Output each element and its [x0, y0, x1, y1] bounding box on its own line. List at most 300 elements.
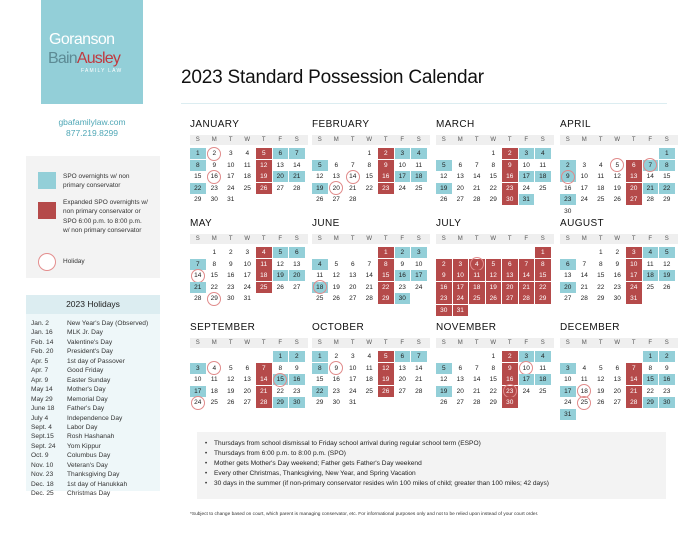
day-cell — [626, 363, 642, 374]
empty-day — [502, 305, 518, 316]
day-cell — [610, 386, 626, 397]
weekday-label: M — [457, 340, 463, 346]
day-cell — [502, 293, 518, 304]
day-number: 23 — [613, 283, 621, 291]
day-cell — [411, 247, 427, 258]
day-cell — [378, 374, 394, 385]
day-number: 28 — [580, 295, 588, 302]
day-number: 17 — [243, 272, 251, 279]
empty-day — [626, 148, 642, 159]
day-cell — [486, 374, 502, 385]
weekday-label: T — [598, 137, 603, 143]
day-cell — [502, 148, 518, 159]
day-cell — [223, 247, 239, 258]
day-cell — [289, 374, 305, 385]
week-row — [436, 148, 554, 160]
bullet-icon: • — [205, 461, 208, 467]
day-cell — [643, 351, 659, 362]
day-number: 7 — [350, 161, 355, 169]
day-number: 26 — [663, 283, 671, 291]
day-cell — [469, 270, 485, 281]
empty-day — [223, 351, 239, 362]
day-cell — [560, 160, 576, 171]
note-text: Thursdays from school dismissal to Friday school arrival during regular school term (ESPO) — [214, 440, 481, 447]
day-cell — [593, 397, 609, 408]
week-row — [190, 160, 308, 172]
day-number: 3 — [565, 364, 570, 372]
day-cell — [289, 247, 305, 258]
day-number: 1 — [491, 150, 496, 157]
day-cell — [312, 293, 328, 304]
day-number: 10 — [522, 364, 530, 372]
empty-day — [289, 293, 305, 304]
day-cell — [207, 282, 223, 293]
day-cell — [560, 409, 576, 420]
day-number: 16 — [506, 376, 514, 383]
day-number: 24 — [522, 387, 530, 395]
weekday-label: T — [631, 236, 636, 242]
day-cell — [535, 270, 551, 281]
day-cell — [535, 247, 551, 258]
day-number: 15 — [382, 272, 390, 279]
day-number: 10 — [349, 364, 357, 372]
empty-day — [643, 148, 659, 159]
holiday-date: June 18 — [31, 405, 55, 413]
day-cell — [593, 171, 609, 182]
day-cell — [329, 374, 345, 385]
day-cell — [312, 374, 328, 385]
week-row — [436, 194, 554, 206]
day-cell — [560, 386, 576, 397]
day-number: 17 — [227, 173, 235, 180]
day-number: 8 — [212, 260, 217, 268]
day-cell — [411, 363, 427, 374]
day-number: 15 — [646, 376, 654, 383]
day-cell — [436, 374, 452, 385]
day-cell — [240, 171, 256, 182]
month-august — [560, 218, 678, 305]
day-number: 22 — [316, 387, 324, 395]
holiday-name: President's Day — [67, 348, 113, 356]
day-number: 16 — [293, 376, 301, 383]
day-cell — [329, 397, 345, 408]
day-cell — [436, 363, 452, 374]
weekday-label: S — [540, 137, 545, 143]
day-cell — [256, 160, 272, 171]
day-number: 22 — [646, 387, 654, 395]
day-cell — [469, 386, 485, 397]
day-number: 26 — [440, 399, 448, 406]
day-number: 15 — [539, 272, 547, 279]
sidebar — [0, 0, 180, 540]
day-number: 5 — [441, 364, 446, 372]
note-text: Mother gets Mother's Day weekend; Father gets Father's Day weekend — [214, 460, 422, 467]
day-number: 5 — [598, 364, 603, 372]
day-number: 28 — [415, 387, 423, 395]
holiday-date: Sept. 4 — [31, 423, 52, 431]
empty-day — [610, 206, 626, 217]
day-cell — [190, 183, 206, 194]
day-cell — [273, 148, 289, 159]
empty-day — [256, 194, 272, 205]
day-number: 6 — [294, 249, 299, 256]
weekday-label: T — [474, 340, 479, 346]
week-row — [560, 409, 678, 421]
weekday-label: F — [400, 236, 405, 242]
day-cell — [395, 183, 411, 194]
week-row — [560, 148, 678, 160]
day-cell — [312, 160, 328, 171]
day-cell — [345, 293, 361, 304]
day-number: 17 — [580, 184, 588, 192]
day-number: 1 — [212, 249, 217, 256]
empty-day — [395, 397, 411, 408]
day-cell — [273, 282, 289, 293]
empty-day — [436, 148, 452, 159]
day-number: 19 — [382, 376, 390, 383]
day-number: 17 — [630, 272, 638, 279]
day-number: 30 — [663, 399, 671, 406]
day-cell — [469, 183, 485, 194]
day-number: 23 — [293, 387, 301, 395]
day-cell — [207, 171, 223, 182]
day-number: 16 — [613, 272, 621, 279]
day-number: 31 — [227, 196, 235, 203]
holiday-row — [31, 376, 160, 385]
empty-day — [436, 247, 452, 258]
day-cell — [610, 270, 626, 281]
day-cell — [486, 194, 502, 205]
day-cell — [453, 293, 469, 304]
weekday-label: T — [631, 137, 636, 143]
day-cell — [362, 363, 378, 374]
day-cell — [289, 397, 305, 408]
day-number: 20 — [613, 387, 621, 395]
day-cell — [345, 160, 361, 171]
day-number: 14 — [630, 376, 638, 383]
logo-ausley: Ausley — [76, 50, 121, 67]
day-number: 30 — [293, 399, 301, 406]
day-cell — [577, 270, 593, 281]
holiday-date: Feb. 20 — [31, 348, 54, 356]
day-number: 2 — [294, 353, 299, 360]
empty-day — [345, 247, 361, 258]
legend-label: Holiday — [63, 258, 85, 265]
month-january — [190, 119, 308, 206]
day-cell — [659, 171, 675, 182]
day-cell — [643, 270, 659, 281]
empty-day — [240, 194, 256, 205]
logo-bain: Bain — [48, 50, 77, 67]
week-row — [560, 363, 678, 375]
page-title: 2023 Standard Possession Calendar — [181, 67, 484, 88]
day-number: 17 — [456, 283, 464, 291]
day-cell — [560, 293, 576, 304]
day-number: 8 — [598, 260, 603, 268]
day-cell — [560, 259, 576, 270]
day-cell — [659, 160, 675, 171]
empty-day — [256, 351, 272, 362]
week-row — [190, 351, 308, 363]
empty-day — [610, 351, 626, 362]
day-number: 25 — [260, 283, 268, 291]
day-number: 26 — [332, 295, 340, 302]
week-row — [312, 259, 430, 271]
legend — [26, 156, 160, 278]
weekday-header — [190, 234, 308, 244]
day-number: 7 — [261, 364, 266, 372]
day-number: 22 — [276, 387, 284, 395]
day-number: 8 — [195, 161, 200, 169]
day-cell — [256, 397, 272, 408]
day-number: 21 — [194, 283, 202, 291]
month-october — [312, 322, 430, 409]
day-cell — [502, 363, 518, 374]
day-cell — [256, 282, 272, 293]
day-number: 4 — [598, 161, 603, 169]
day-number: 2 — [441, 260, 446, 268]
day-cell — [329, 351, 345, 362]
day-cell — [395, 363, 411, 374]
day-cell — [436, 386, 452, 397]
day-cell — [207, 148, 223, 159]
empty-day — [626, 206, 642, 217]
day-number: 24 — [415, 283, 423, 291]
possession-notes — [197, 432, 666, 499]
day-number: 9 — [212, 161, 217, 169]
note-text: Every other Christmas, Thanksgiving, New Year, and Spring Vacation — [214, 470, 416, 477]
day-cell — [362, 282, 378, 293]
day-number: 1 — [367, 150, 372, 157]
day-number: 17 — [522, 173, 530, 180]
week-row — [560, 194, 678, 206]
week-row — [436, 293, 554, 305]
day-cell — [453, 171, 469, 182]
week-row — [560, 293, 678, 305]
holiday-row — [31, 385, 160, 394]
day-number: 28 — [194, 295, 202, 302]
day-number: 13 — [243, 376, 251, 383]
empty-day — [411, 293, 427, 304]
day-number: 16 — [332, 376, 340, 383]
empty-day — [535, 397, 551, 408]
day-cell — [240, 247, 256, 258]
day-cell — [395, 259, 411, 270]
day-number: 18 — [539, 376, 547, 383]
day-number: 20 — [398, 376, 406, 383]
day-cell — [469, 293, 485, 304]
day-number: 19 — [440, 184, 448, 192]
day-number: 21 — [630, 387, 638, 395]
day-cell — [273, 171, 289, 182]
day-number: 22 — [210, 283, 218, 291]
day-cell — [329, 282, 345, 293]
day-number: 29 — [539, 295, 547, 302]
day-cell — [593, 270, 609, 281]
day-number: 7 — [474, 161, 479, 169]
day-number: 15 — [276, 376, 284, 383]
day-cell — [610, 282, 626, 293]
day-number: 25 — [646, 283, 654, 291]
day-number: 9 — [228, 260, 233, 268]
day-cell — [395, 148, 411, 159]
day-cell — [329, 194, 345, 205]
empty-day — [593, 351, 609, 362]
holiday-row — [31, 404, 160, 413]
day-number: 25 — [473, 295, 481, 302]
day-cell — [395, 386, 411, 397]
day-number: 12 — [663, 260, 671, 268]
week-row — [190, 386, 308, 398]
week-row — [190, 148, 308, 160]
day-cell — [626, 270, 642, 281]
week-row — [560, 351, 678, 363]
day-cell — [577, 397, 593, 408]
day-cell — [469, 259, 485, 270]
weekday-label: F — [648, 236, 653, 242]
weekday-label: M — [333, 137, 339, 143]
day-number: 29 — [316, 399, 324, 406]
weekday-label: W — [614, 340, 621, 346]
empty-day — [626, 351, 642, 362]
day-cell — [659, 259, 675, 270]
empty-day — [469, 247, 485, 258]
month-april — [560, 119, 678, 217]
month-name: APRIL — [560, 119, 591, 130]
day-number: 10 — [522, 161, 530, 169]
day-number: 9 — [334, 364, 339, 372]
day-cell — [362, 270, 378, 281]
month-september — [190, 322, 308, 409]
title-divider — [181, 103, 667, 104]
holiday-name: Valentine's Day — [67, 338, 113, 346]
empty-day — [312, 148, 328, 159]
day-number: 28 — [349, 196, 357, 203]
day-number: 17 — [398, 173, 406, 180]
logo-line-bain-ausley — [48, 50, 120, 68]
day-cell — [345, 183, 361, 194]
day-number: 14 — [415, 364, 423, 372]
day-cell — [273, 363, 289, 374]
week-row — [312, 270, 430, 282]
day-cell — [362, 386, 378, 397]
day-cell — [362, 374, 378, 385]
day-cell — [436, 183, 452, 194]
day-cell — [190, 374, 206, 385]
day-number: 29 — [489, 196, 497, 203]
holiday-name: Easter Sunday — [67, 376, 111, 384]
day-cell — [577, 374, 593, 385]
day-cell — [256, 386, 272, 397]
day-number: 2 — [212, 150, 217, 157]
day-cell — [610, 374, 626, 385]
day-number: 14 — [473, 376, 481, 383]
weekday-label: T — [507, 137, 512, 143]
holiday-name: New Year's Day (Observed) — [67, 320, 149, 327]
day-cell — [362, 351, 378, 362]
day-cell — [223, 160, 239, 171]
day-cell — [207, 194, 223, 205]
day-cell — [256, 270, 272, 281]
holidays-list — [26, 314, 160, 499]
day-number: 12 — [332, 272, 340, 279]
day-number: 9 — [441, 272, 446, 279]
empty-day — [577, 148, 593, 159]
day-number: 18 — [415, 173, 423, 180]
day-cell — [659, 183, 675, 194]
day-cell — [610, 160, 626, 171]
weekday-label: W — [490, 137, 497, 143]
day-cell — [502, 171, 518, 182]
day-number: 23 — [210, 184, 218, 192]
day-cell — [436, 397, 452, 408]
day-number: 10 — [456, 272, 464, 279]
firm-logo — [41, 0, 143, 104]
weekday-label: F — [278, 236, 283, 242]
empty-day — [610, 148, 626, 159]
month-name: OCTOBER — [312, 322, 365, 333]
weekday-label: T — [350, 236, 355, 242]
month-name: NOVEMBER — [436, 322, 497, 333]
holiday-row — [31, 347, 160, 356]
day-number: 8 — [664, 161, 669, 169]
day-cell — [312, 363, 328, 374]
holiday-row — [31, 451, 160, 460]
day-number: 11 — [473, 272, 481, 279]
day-cell — [207, 270, 223, 281]
holiday-row — [31, 470, 160, 479]
month-march — [436, 119, 554, 206]
empty-day — [453, 247, 469, 258]
day-cell — [610, 363, 626, 374]
day-number: 18 — [210, 387, 218, 395]
empty-day — [577, 351, 593, 362]
week-row — [560, 259, 678, 271]
day-cell — [577, 194, 593, 205]
day-cell — [329, 160, 345, 171]
day-number: 14 — [580, 272, 588, 279]
holiday-date: Jan. 2 — [31, 320, 49, 327]
week-row — [560, 386, 678, 398]
holiday-date: Sept.15 — [31, 433, 54, 441]
day-cell — [610, 183, 626, 194]
weekday-label: W — [490, 340, 497, 346]
day-cell — [535, 171, 551, 182]
day-cell — [486, 293, 502, 304]
day-cell — [659, 194, 675, 205]
holiday-name: Rosh Hashanah — [67, 433, 115, 441]
day-cell — [223, 259, 239, 270]
day-cell — [345, 351, 361, 362]
holiday-name: MLK Jr. Day — [67, 329, 103, 337]
day-number: 23 — [663, 387, 671, 395]
day-number: 17 — [522, 376, 530, 383]
holiday-ring-icon — [38, 253, 56, 271]
holidays-title: 2023 Holidays — [26, 295, 160, 314]
day-number: 1 — [278, 353, 283, 360]
weekday-label: W — [244, 340, 251, 346]
weekday-label: M — [581, 236, 587, 242]
day-cell — [535, 386, 551, 397]
day-cell — [190, 270, 206, 281]
day-number: 27 — [332, 196, 340, 203]
day-cell — [626, 293, 642, 304]
weekday-label: T — [598, 236, 603, 242]
day-number: 26 — [440, 196, 448, 203]
holiday-date: Apr. 5 — [31, 357, 49, 365]
week-row — [560, 183, 678, 195]
website-link[interactable]: gbafamilylaw.com — [58, 117, 126, 127]
